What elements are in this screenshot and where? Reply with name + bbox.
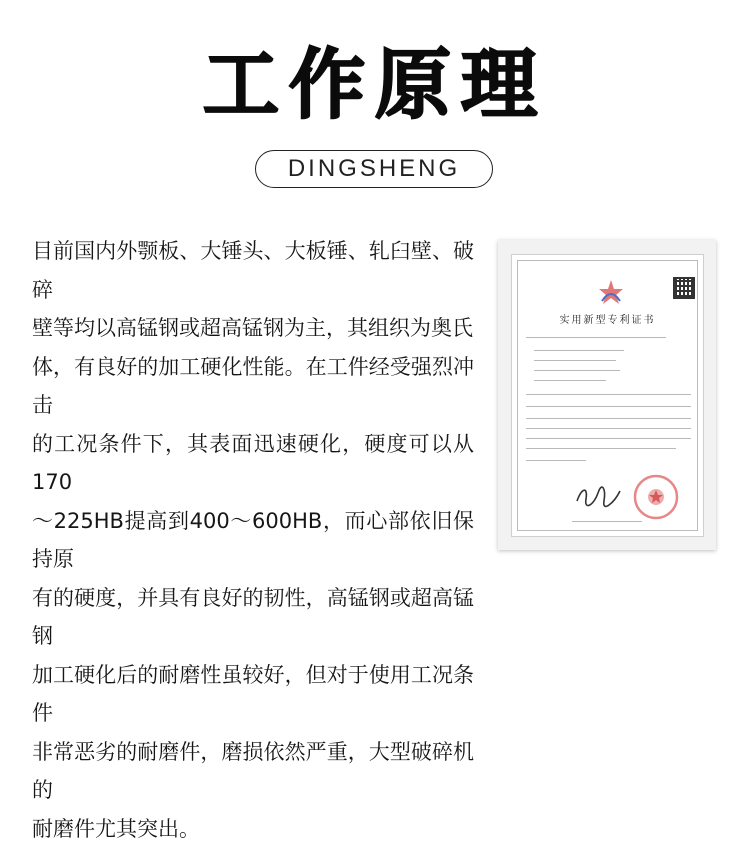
text-line: 有的硬度，并具有良好的韧性，高锰钢或超高锰钢 (32, 579, 474, 656)
cert-text-line (526, 337, 666, 338)
cert-text-line (526, 394, 691, 395)
text-line: 非常恶劣的耐磨件，磨损依然严重，大型破碎机的 (32, 733, 474, 810)
certificate-image (498, 240, 716, 550)
cert-text-line (526, 448, 676, 449)
text-line: 壁等均以高锰钢或超高锰钢为主，其组织为奥氏 (32, 309, 474, 348)
brand-pill: DINGSHENG (255, 150, 493, 188)
text-line: 加工硬化后的耐磨性虽较好，但对于使用工况条件 (32, 656, 474, 733)
handwritten-signature (574, 483, 624, 509)
page-title: 工作原理 (0, 40, 750, 130)
official-seal-icon (632, 473, 680, 521)
emblem-icon (596, 277, 626, 307)
text-line: 目前国内外颚板、大锤头、大板锤、轧臼壁、破碎 (32, 232, 474, 309)
cert-text-line (526, 460, 586, 461)
certificate-title: 实用新型专利证书 (512, 311, 703, 326)
cert-text-line (534, 380, 606, 381)
cert-text-line (534, 370, 620, 371)
cert-footer-line (572, 521, 642, 522)
text-line: 体，有良好的加工硬化性能。在工件经受强烈冲击 (32, 348, 474, 425)
cert-text-line (526, 418, 691, 419)
description-text (32, 232, 474, 848)
cert-text-line (526, 428, 691, 429)
cert-text-line (526, 406, 691, 407)
text-line: 的工况条件下，其表面迅速硬化，硬度可以从170 (32, 425, 474, 502)
text-line: 耐磨件尤其突出。 (32, 810, 474, 848)
certificate-paper (511, 254, 704, 537)
cert-text-line (534, 360, 616, 361)
text-line: ～225HB提高到400～600HB，而心部依旧保持原 (32, 502, 474, 579)
cert-text-line (526, 438, 691, 439)
qr-code-icon (673, 277, 695, 299)
cert-text-line (534, 350, 624, 351)
